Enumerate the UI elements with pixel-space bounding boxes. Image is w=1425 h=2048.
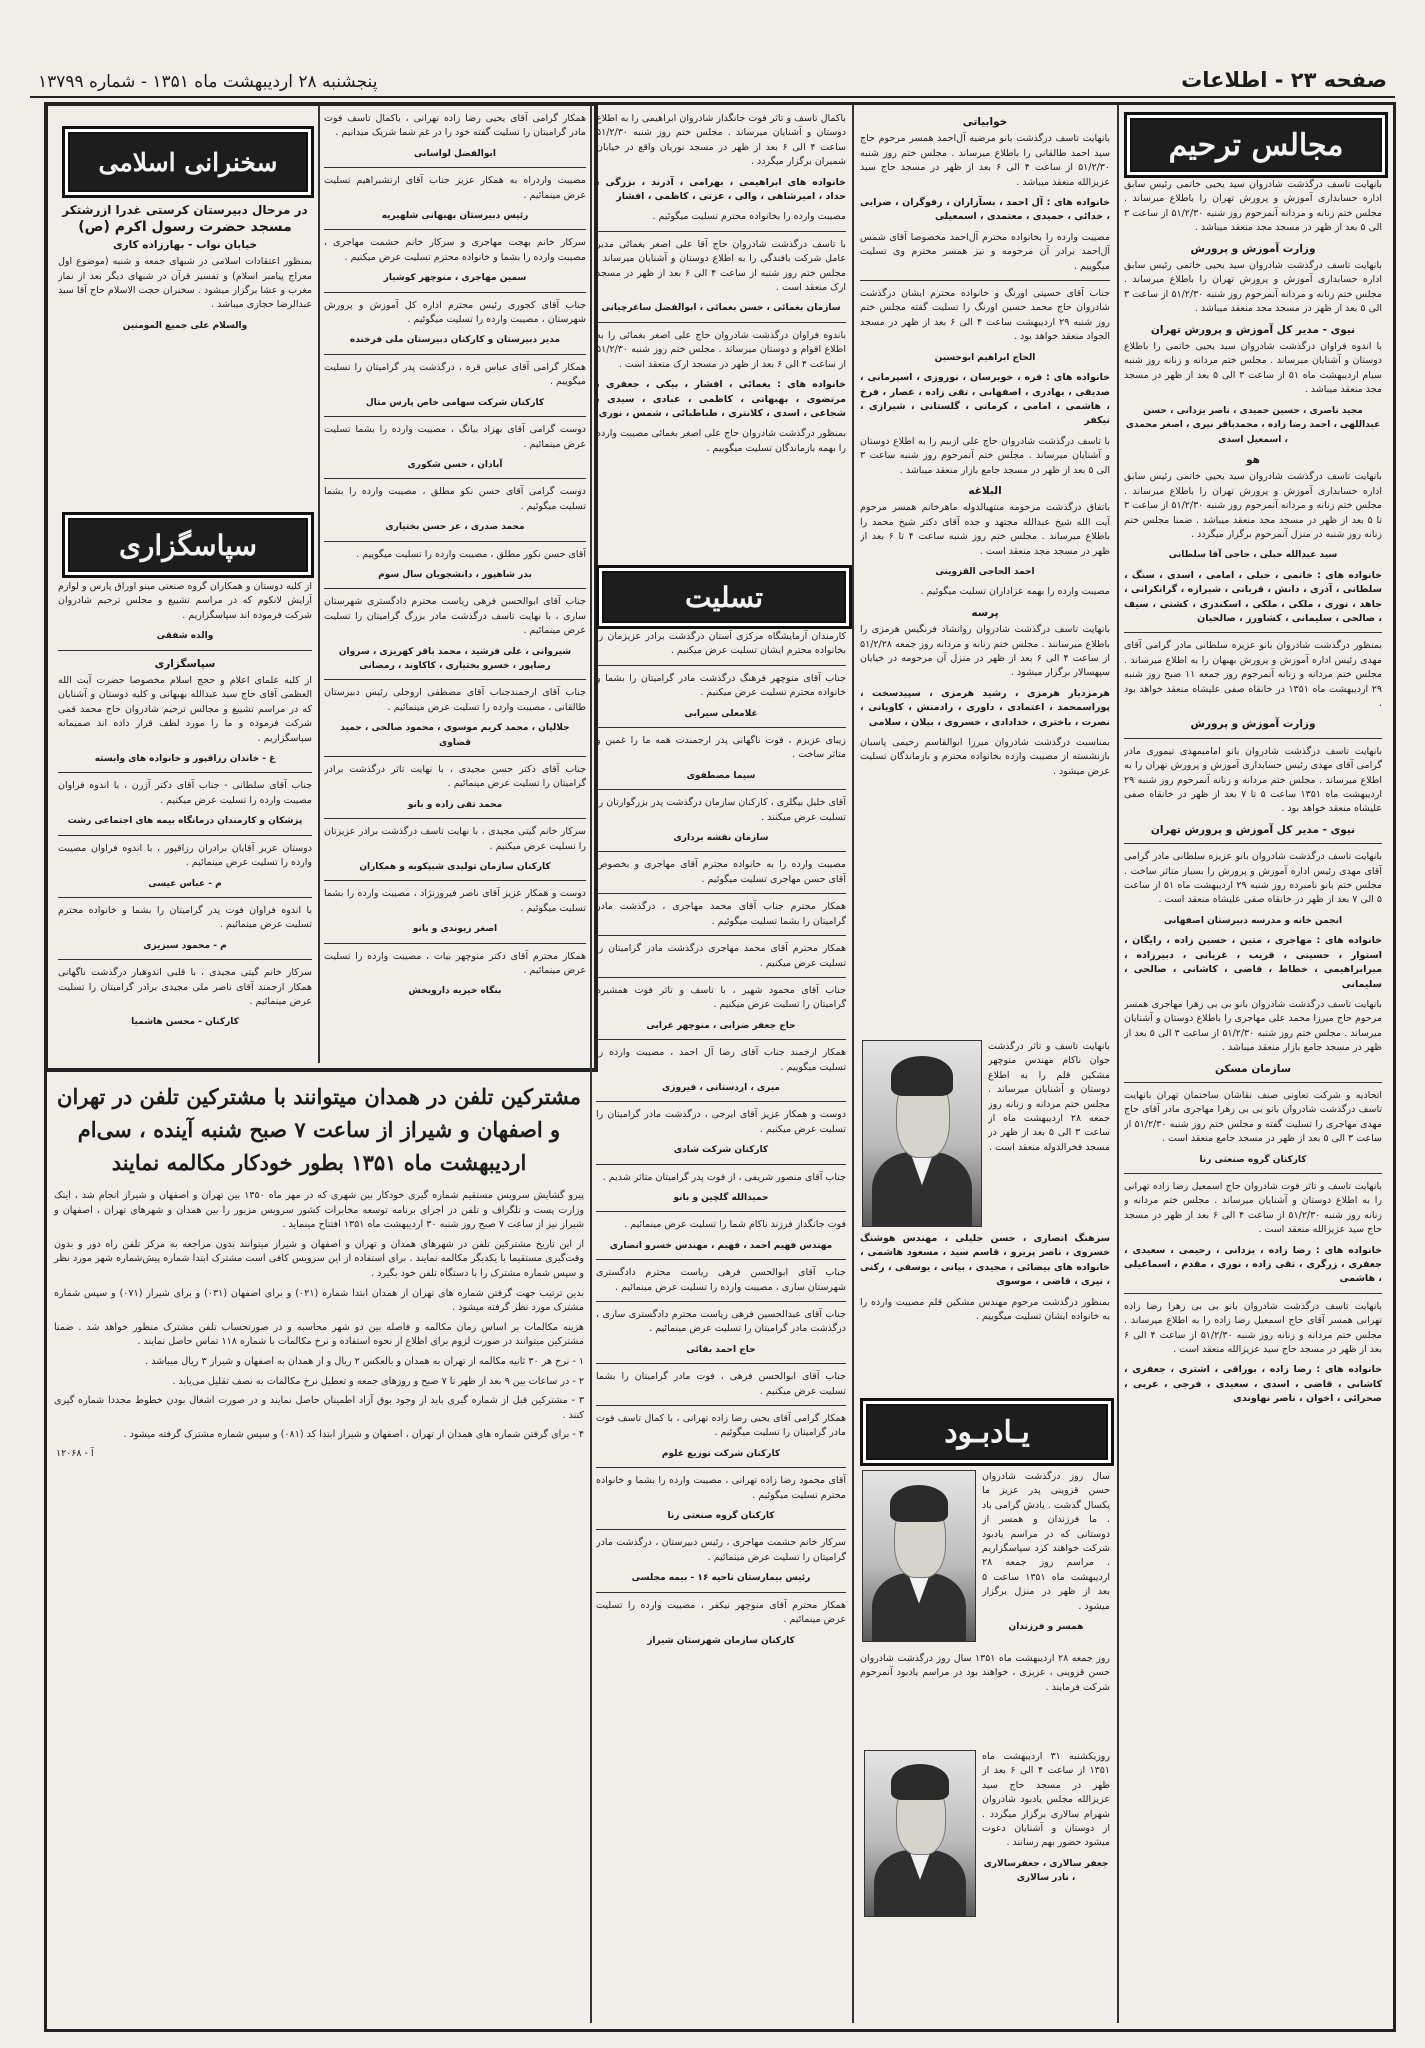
rule [58, 897, 312, 898]
notice-signature: رئیس بیمارستان ناحیه ۱۶ - بیمه مجلسی [631, 1573, 811, 1584]
rule [324, 756, 586, 757]
sokhanrani-title: سخنرانی اسلامی [68, 132, 308, 192]
rule [596, 1164, 846, 1165]
sokhanrani-title-box [62, 126, 314, 198]
notice: همکار گرامی آقای عباس قره ، درگذشت پدر گرامیتان را تسلیت میگوییم . [324, 361, 586, 388]
notice-signature: بدر شاهپور ، دانشجویان سال سوم [378, 569, 532, 580]
notice: اتحادیه و شرکت تعاونی صنف نقاشان ساختمان تهران بانهایت تاسف درگذشت شادروان بانو بی بی زهرا مهاجری مادر آقای حاج مهدی مهاجری را تسلیت گفته و مجلس ختم روز شنبه ۵۱/۲/۳۰ از ساعت ۳ الی ۵ بعد از ظهر در مسجد جامع منعقد است . [1124, 1089, 1382, 1145]
notice: دوستان عزیز آقایان برادران رزاقپور ، با اندوه فراوان مصیبت وارده را تسلیت عرض مینمائیم . [58, 842, 312, 869]
notice-signature: پزشکان و کارمندان درمانگاه بیمه های اجتماعی رشت [67, 816, 303, 827]
notice: سرکار خانم گیتی مجیدی ، با قلبی اندوهبار درگذشت ناگهانی همکار ارجمند آقای ناصر ملی مجیدی برادر گرامیتان را تسلیت عرض مینمائیم . [58, 967, 312, 1007]
notice-signature: سید عبدالله حبلی ، حاجی آقا سلطانی [1168, 550, 1338, 561]
notice: مصیبت وارده را بخانواده محترم آل‌احمد مخصوصا آقای شمس آل‌احمد برادر آن مرحومه و نیز همسر محترم وی تسلیت میگوییم . [860, 231, 1110, 272]
article-paragraph: ۱ - نرخ هر ۳۰ ثانیه مکالمه از تهران به همدان و بالعکس ۲ ریال و از همدان به اصفهان و شیراز ۳ ریال میباشد . [145, 1355, 584, 1367]
column-1 [1124, 178, 1382, 2022]
article-paragraph: از این تاریخ مشترکین تلفن در شهرهای همدان و تهران و اصفهان و شیراز میتوانند بدون مراجعه به مرکز تلفن راه دور و بدون وقت‌گیری مستقیما با یکدیگر مکالمه نمایند . برای استفاده از این سرویس کافی است مشترک ابتدا شماره پیش‌شماره شهر مورد نظر و سپس شماره مشترک را با دستگاه تلفن خود بگیرد . [54, 1238, 584, 1279]
rule [596, 1101, 846, 1102]
notice: روز جمعه ۲۸ اردیبهشت ماه ۱۳۵۱ سال روز درگذشت شادروان حسن قزوینی ، عزیزی ، خواهند بود در مراسم یادبود آنمرحوم شرکت فرمایند . [860, 1653, 1110, 1693]
majales-title: مجالس ترحیم [1130, 118, 1382, 172]
rule [324, 679, 586, 680]
tasliyat-title-box [596, 565, 852, 629]
notice-signature: شیروانی ، علی فرشید ، محمد باقر کهریزی ، سروان رضاپور ، خسرو بختیاری ، کاکاوند ، رمضانی [338, 646, 572, 671]
rule [324, 588, 586, 589]
notice: بمناسبت درگذشت شادروان میرزا ابوالقاسم رحیمی پاسبان بازنشسته از مصیبت وارده بخانواده محترم و بازماندگان تسلیت عرض میشود . [860, 737, 1110, 777]
notice: سرکار خانم بهجت مهاجری و سرکار خانم حشمت مهاجری ، مصیبت وارده را بشما و خانواده محترم تسلیت عرض میکنیم . [324, 237, 586, 263]
portrait-photo [862, 1470, 976, 1642]
notice: بانهایت تاسف درگذشت بانو مرضیه آل‌احمد همسر مرحوم حاج سید احمد طالقانی را باطلاع میرساند . مجلس ختم روز شنبه ۵۱/۲/۳۰ از ساعت ۴ الی ۶ بعد از ظهر در مسجد حاج سید عزیزالله منعقد میباشد . [860, 133, 1110, 188]
notice: جناب آقای سلطانی - جناب آقای دکتر آژرن ، با اندوه فراوان مصیبت وارده را تسلیت عرض میکنیم . [58, 780, 312, 806]
notice: دوست و همکار عزیز آقای ایرجی ، درگذشت مادر گرامیتان را تسلیت عرض میکنیم . [596, 1109, 846, 1135]
divider [318, 105, 320, 1063]
notice: خانواده های : رضا زاده ، بوراقی ، اشتری ، جعفری ، کاشانی ، قاضی ، اسدی ، سعیدی ، فرجی ، عربی ، صحرائی ، اخوان ، ناصر نهاوندی [1124, 1364, 1382, 1405]
notice: همکار محترم آقای دکتر منوچهر بیات ، مصیبت وارده را تسلیت عرض مینمائیم . [324, 950, 586, 977]
rule [1124, 1082, 1382, 1083]
notice: جناب آقای کجوری رئیس محترم اداره کل آموزش و پرورش شهرستان ، مصیبت وارده را تسلیت میگوئیم . [324, 299, 586, 326]
notice-signature: کارکنان - محسن هاشمیا [131, 1017, 239, 1028]
notice-signature: آبادان ، حسن شکوری [407, 459, 503, 470]
notice: مصیبت وارده را بخانواده محترم تسلیت میگوئیم . [652, 211, 846, 223]
notice: مصیبت واردراه به همکار عزیز جناب آقای ارتشبراهیم تسلیت عرض مینمائیم . [324, 175, 586, 201]
notice: خانواده های : رضا زاده ، یزدانی ، رحیمی ، سعیدی ، جعفری ، زرگری ، تقی زاده ، نوری ، مقدم ، اسماعیلی ، هاشمی [1124, 1244, 1382, 1285]
notice-signature: احمد الحاجی القزوینی [935, 566, 1035, 577]
notice: دوست گرامی آقای حسن نکو مطلق ، مصیبت وارده را بشما تسلیت میگوئیم . [324, 486, 586, 512]
notice: سال روز درگذشت شادروان حسن قزوینی پدر عزیز ما یکسال گذشت . یادش گرامی باد . ما فرزندان و همسر از دوستانی که در مراسم یادبود شرکت خواهند کرد سپاسگزاریم . مراسم روز جمعه ۲۸ اردیبهشت ماه ۱۳۵۱ ساعت ۵ بعد از ظهر در منزل برگزار میشود . [982, 1471, 1110, 1612]
rule [324, 416, 586, 417]
rule [324, 943, 586, 944]
notice-signature: کارکنان گروه صنعتی رنا [1199, 1154, 1307, 1165]
rule [58, 650, 312, 651]
notice-signature: کارکنان شرکت توزیع غلوم [661, 1448, 781, 1459]
rule [324, 292, 586, 293]
rule [596, 231, 846, 232]
rule [324, 354, 586, 355]
notice-heading: پرسه [971, 606, 999, 619]
rule [324, 478, 586, 479]
notice-signature: محمد تقی زاده و بانو [407, 799, 503, 810]
notice: جناب آقای ابوالحسن فرهی ریاست محترم دادگستری شهرستان ساری ، مصیبت وارده را تسلیت عرض مینمائیم . [596, 1267, 846, 1293]
rule [58, 959, 312, 960]
photo-text-2 [982, 1470, 1110, 1650]
rule [1124, 738, 1382, 739]
article-code: آ - ۱۲۰۶۸ [56, 1447, 94, 1459]
notice: باکمال تاسف و تاثر فوت جانگداز شادروان ابراهیمی را به اطلاع دوستان و آشنایان میرساند . مجلس ختم روز شنبه ۵۱/۲/۳۰ ساعت ۴ الی ۶ بعد از ظهر در مسجد نوریان واقع در خیابان شمیران برگزار میگردد . [596, 113, 846, 168]
article-paragraph: هزینه مکالمات بر اساس زمان مکالمه و فاصله بین دو شهر محاسبه و در صورتحساب تلفن مشترک منظور خواهد شد . ضمنا مشترکین میتوانند در صورت لزوم برای اطلاع از نحوه استفاده و نرخ مکالمات با شماره ۱۱۸ تماس حاصل نمایند . [54, 1321, 584, 1348]
rule [596, 1529, 846, 1530]
column-2-lower [860, 1232, 1110, 1390]
rule [596, 1467, 846, 1468]
rule [324, 880, 586, 881]
rule [1124, 1173, 1382, 1174]
notice-signature: سازمان نقشه برداری [673, 833, 769, 844]
rule [596, 1039, 846, 1040]
notice-heading: در مرحال دبیرستان کرستی غدرا ازرشتکر [62, 203, 308, 217]
column-4 [324, 112, 586, 1057]
rule [596, 1259, 846, 1260]
sepasgozari-title-box [62, 512, 314, 578]
notice-signature: جلالیان ، محمد کریم موسوی ، محمود صالحی ، حمید قضاوی [340, 723, 570, 748]
notice: کارمندان آزمایشگاه مرکزی آستان درگذشت برادر عزیزمان را بخانواده محترم ایشان تسلیت عرض میکنیم . [596, 631, 846, 657]
notice-signature: همسر و فرزندان [1008, 1622, 1084, 1633]
notice: جناب آقای ابوالحسن فرهی ، فوت مادر گرامیتان را بشما تسلیت عرض میکنیم . [596, 1371, 846, 1397]
notice-signature: مجید ناصری ، حسین حمیدی ، ناصر یزدانی ، حسن عبداللهی ، احمد رضا زاده ، محمدباقر نیری ، اصغر محمدی ، اسمعیل اسدی [1125, 405, 1381, 445]
issue-date: پنجشنبه ۲۸ اردیبهشت ماه ۱۳۵۱ - شماره ۱۳۷۹۹ [38, 72, 378, 92]
rule [596, 1405, 846, 1406]
notice: همکار گرامی آقای یحیی رضا زاده تهرانی ، باکمال تاسف فوت مادر گرامیتان را تسلیت گفته خود را در غم شما شریک میدانیم . [324, 113, 586, 139]
notice: با اندوه فراوان فوت پدر گرامیتان را بشما و خانواده محترم تسلیت عرض مینمائیم . [58, 904, 312, 931]
notice: بانهایت تاسف و تاثر درگذشت جوان ناکام مهندس منوچهر مشکین قلم را به اطلاع دوستان و آشنایان میرساند . مجلس ختم مردانه و زنانه روز جمعه ۲۸ اردیبهشت ماه از ساعت ۳ الی ۵ بعد از ظهر در مسجد فخرالدوله منعقد است . [988, 1041, 1110, 1153]
rule [596, 1301, 846, 1302]
notice-heading: نیوی - مدیر کل آموزش و پرورش تهران [1150, 323, 1356, 336]
notice-signature: غ - خاندان رزاقپور و خانواده های وابسته [94, 754, 276, 765]
notice: جناب آقای عبدالحسین فرهی ریاست محترم دادگستری ساری ، درگذشت مادر گرامیتان را تسلیت عرض مینمائیم . [596, 1309, 846, 1335]
yadbud-title: یـادبـود [866, 1404, 1108, 1460]
notice-signature: کارکنان گروه صنعتی رنا [667, 1511, 775, 1522]
notice: مصیبت وارده را به خانواده محترم آقای مهاجری و بخصوص آقای حسن مهاجری تسلیت میگوئیم . [596, 859, 846, 885]
notice: آقای خلیل بیگلری ، کارکنان سازمان درگذشت پدر بزرگوارتان را تسلیت عرض میکنند . [596, 797, 846, 823]
notice: خانواده های : بغمائی ، افشار ، بیکی ، جعفری ، مرتضوی ، بهبهانی ، کاظمی ، عبادی ، سیدی ، شجاعی ، اسدی ، کلانتری ، طباطبائی ، شمس ، نوری [596, 379, 846, 419]
notice-signature: ميرى ، اردستانى ، فيروزى [662, 1082, 780, 1093]
rule [596, 893, 846, 894]
notice: جناب آقای محمود شهیر ، با تاسف و تاثر فوت همشیره گرامیتان را تسلیت عرض میکنیم . [596, 984, 846, 1011]
rule [1124, 843, 1382, 844]
page-header [30, 58, 1395, 98]
notice: همکار محترم جناب آقای محمد مهاجری ، درگذشت مادر گرامیتان را بشما تسلیت میگوئیم . [596, 901, 846, 927]
notice: آقای حسن نکور مطلق ، مصیبت وارده را تسلیت میگوییم . [356, 548, 586, 560]
notice-heading: وزارت آموزش و پرورش [1190, 718, 1316, 731]
rule [1124, 632, 1382, 633]
rule [596, 665, 846, 666]
rule [596, 727, 846, 728]
article-body [44, 1189, 594, 1448]
notice: باتفاق درگذشت مرحومه منتهیالدوله ماهرخانم همسر مرحوم آیت الله شیخ عبدالله مجتهد و جده آقای دکتر شیخ محمد را باطلاع میرساند . مجلس ختم روز شنبه ساعت ۴ تا ۶ بعد از ظهر در مسجد مجد منعقد است . [860, 502, 1110, 557]
notice: بانهایت تاسف درگذشت شادروان سید یحیی خاتمی رئیس سابق اداره حسابداری آموزش و پرورش تهران را باطلاع میرساند . مجلس ختم زنانه و مردانه آنمرحوم روز شنبه ۵۱/۲/۳۰ از ساعت ۳ تا ۵ بعد از ظهر در مسجد مجد منعقد میباشد . ضمنا مجلس ختم زنانه روز شنبه در منزل آنمرحوم برگزار میگردد . [1124, 471, 1382, 540]
column-2 [860, 112, 1110, 1032]
notice-heading: هو [1246, 453, 1260, 466]
page-number: صفحه ۲۳ - اطلاعات [1181, 68, 1387, 92]
notice-signature: کارکنان سازمان تولیدی شیپکوبه و همکاران [359, 862, 551, 873]
notice: جناب آقای ارجمندجناب آقای مصطفی اروجلی رئیس دبیرستان طالقانی ، مصیبت وارده را تسلیت عرض مینمائیم . [324, 687, 586, 713]
column-5-top [58, 200, 312, 512]
notice: خانواده های : آل احمد ، بسآزاران ، رفوگران ، ضرابی ، خدائی ، حمیدی ، معتمدی ، اسمعیلی [860, 197, 1110, 223]
notice-signature: محمد صدری ، عز حسن بختیاری [385, 522, 525, 533]
notice: روزیکشنبه ۳۱ اردیبهشت ماه ۱۳۵۱ از ساعت ۴ الی ۶ بعد از ظهر در مسجد حاج سید عزیزالله مجلس یادبود شادروان شهرام سالاری برگزار میگردد . از دوستان و آشنایان دعوت میشود حضور بهم رسانند . [982, 1751, 1110, 1849]
notice: خانواده های ابراهیمی ، بهرامی ، آذرند ، بزرگی ، حداد ، امیرشاهی ، والی ، عزتی ، کاظمی ، افشار [596, 176, 846, 203]
column-5-bottom [58, 580, 312, 1058]
rule [596, 1211, 846, 1212]
column-3-top [596, 112, 846, 562]
notice: با تاسف درگذشت شادروان حاج آقا علی اصغر بغمائی مدیر عامل شرکت بافندگی را به اطلاع دوستان و آشنایان میرساند . مجلس ختم روز شنبه از ساعت ۴ الی ۶ بعد از ظهر در مسجد ارک منعقد است . [596, 238, 846, 294]
notice: آقای محمود رضا زاده تهرانی ، مصیبت وارده را بشما و خانواده محترم تسلیت میگوئیم . [596, 1475, 846, 1501]
article-paragraph: ۴ - برای گرفتن شماره های همدان از تهران ، اصفهان و شیراز ابتدا کد (۰۸۱) و سپس شماره مشترک گرفته میشود . [123, 1429, 584, 1441]
notice-signature: حاج جعفر ضرابی ، منوچهر غرابی [646, 1020, 796, 1031]
notice: خانواده های : فره ، خوبرسان ، نوروزی ، اسپرمانی ، صدیقی ، بهادری ، اصفهانی ، تقی زاده ، عصار ، فرخ ، هاشمی ، امامی ، کرمانی ، گلستانی ، شیرازی ، نیکفر [860, 372, 1110, 427]
yadbud-title-box [860, 1398, 1114, 1466]
rule [596, 1592, 846, 1593]
notice: بانهایت تاسف درگذشت شادروان سید یحیی خاتمی رئیس سابق اداره حسابداری آموزش و پرورش تهران را باطلاع میرساند . مجلس ختم زنانه و مردانه آنمرحوم روز شنبه ۵۱/۲/۳۰ از ساعت ۳ الی ۵ بعد از ظهر در مسجد مجد منعقد میباشد . [1124, 179, 1382, 234]
rule [1124, 1293, 1382, 1294]
notice-signature: غلامعلی سیرابی [684, 708, 758, 719]
notice: باندوه فراوان درگذشت شادروان حاج علی اصغر بغمائی را به اطلاع اقوام و دوستان میرساند . مجلس ختم روز شنبه ۵۱/۲/۳۰ از ساعت ۴ الی ۶ بعد از ظهر در مسجد ارک منعقد است . [596, 329, 846, 370]
notice-signature: کارکنان شرکت شادی [673, 1145, 769, 1156]
notice: بمنظور درگذشت شادروان بانو عزیزه سلطانی مادر گرامی آقای مهدی رئیس اداره آموزش و پرورش بهبهان را به اطلاع میرساند . مجلس ختم مردانه و زنانه آنمرحوم روز جمعه ۱۱ صبح روز شنبه ۲۹ اردیبهشت ماه ۱۳۵۱ در خانقاه صفی علیشاه منعقد خواهد بود . [1124, 640, 1382, 709]
notice-heading: وزارت آموزش و پرورش [1190, 242, 1316, 255]
notice: بانهایت تاسف درگذشت شادروان بانو امامیمهدی تیموری مادر گرامی آقای مهدی رئیس حسابداری آموزش و پرورش تهران را به اطلاع میرساند . مجلس ختم مردانه و زنانه آنمرحوم روز شنبه ۲۹ اردیبهشت ماه ۱۳۵۱ ساعت ۵ تا ۷ بعد از ظهر در خانقاه صفی علیشاه منعقد خواهد بود . [1124, 745, 1382, 815]
photo-text-1 [988, 1040, 1110, 1230]
notice-signature: اصغر زیوندی و بانو [412, 924, 498, 935]
rule [596, 851, 846, 852]
notice: همکار محترم آقای منوچهر نیکفر ، مصیبت وارده را تسلیت عرض مینمائیم . [596, 1599, 846, 1626]
notice: بانهایت تاسف درگذشت شادروان بانو بی بی زهرا مهاجری همسر مرحوم حاج میرزا محمد علی مهاجری را باطلاع دوستان و آشنایان میرساند . مجلس ختم روز شنبه ۵۱/۲/۳۰ از ساعت ۳ الی ۵ بعد از ظهر در مسجد جامع بازار منعقد میباشد . [1124, 998, 1382, 1054]
notice-heading: نیوی - مدیر کل آموزش و پرورش تهران [1150, 823, 1356, 836]
rule [324, 229, 586, 230]
notice: جناب آقای دکتر حسن مجیدی ، با نهایت تاثر درگذشت برادر گرامیتان را تسلیت عرض مینمائیم . [324, 764, 586, 790]
notice-heading: سازمان مسکن [1214, 1062, 1292, 1075]
notice: بانهایت تاسف درگذشت شادروان بانو بی بی زهرا رضا زاده تهرانی همسر آقای حاج اسمعیل رضا زاده را به اطلاع میرساند . مجلس ختم مردانه و زنانه روز شنبه ۵۱/۲/۳۰ از ساعت ۴ الی ۶ بعد از ظهر در مسجد حاج سید عزیزالله منعقد است . [1124, 1300, 1382, 1356]
article-paragraph: ۳ - مشترکین قبل از شماره گیری باید از وجود بوق آزاد اطمینان حاصل نمایند و در صورت اشغال بودن خطوط مجددا شماره گیری کنند . [54, 1395, 584, 1421]
divider [1117, 105, 1119, 2023]
divider [852, 105, 854, 2023]
rule [596, 789, 846, 790]
notice: با تاسف درگذشت شادروان حاج علی ازبیم را به اطلاع دوستان و آشنایان میرساند . مجلس ختم آنمرحوم روز شنبه ساعت ۳ الی ۵ بعد از ظهر در مسجد جامع بازار منعقد میباشد . [860, 435, 1110, 476]
notice: مصیبت وارده را بهمه عزاداران تسلیت میگوئیم . [920, 586, 1110, 598]
notice: همکار محترم آقای محمد مهاجری درگذشت مادر گرامیتان را تسلیت عرض میکنیم . [596, 943, 846, 969]
notice: فوت جانگداز فرزند ناکام شما را تسلیت عرض مینمائیم . [624, 1219, 846, 1231]
photo-text-3 [982, 1750, 1110, 2018]
notice: بانهایت تاسف و تاثر فوت شادروان حاج اسمعیل رضا زاده تهرانی را به اطلاع دوستان و آشنایان میرساند . مجلس ختم مردانه و زنانه روز شنبه ۵۱/۲/۳۰ از ساعت ۴ الی ۶ بعد از ظهر در مسجد حاج سید عزیزالله منعقد است . [1124, 1180, 1382, 1236]
notice: دوست گرامی آقای بهزاد بیانگ ، مصیبت وارده را بشما تسلیت عرض مینمائیم . [324, 424, 586, 450]
notice: جناب آقای حسینی اورنگ و خانواده محترم ایشان درگذشت شادروان حاج محمد حسین اورنگ را تسلیت گفته مجلس ختم روز شنبه ۲۹ اردیبهشت ساعت ۴ الی ۶ بعد از ظهر در مسجد الجواد منعقد خواهد بود . [860, 288, 1110, 343]
rule [324, 818, 586, 819]
rule [324, 541, 586, 542]
rule [596, 322, 846, 323]
notice-signature: حاج احمد بقائی [686, 1344, 756, 1355]
notice: سرکار خانم گیتی مجیدی ، با نهایت تاسف درگذشت برادر عزیزتان را تسلیت عرض میکنیم . [324, 826, 586, 852]
notice-signature: م - محمود سبزیزی [143, 940, 227, 951]
notice-signature: مهندس فهیم احمد ، فهیم ، مهندس خسرو انصاری [609, 1240, 833, 1251]
rule [596, 977, 846, 978]
notice-signature: م - عباس عیسی [148, 878, 222, 889]
notice-heading: البلاغه [968, 484, 1002, 497]
notice: از کلیه علمای اعلام و حجج اسلام مخصوصا حضرت آیت الله العظمی آقای حاج سید عبدالله بهبهانی و کلیه دوستان و آشنایان که در مراسم تشییع و مجالس ترحیم شادروان حاج محمد قمی شرکت فرموده و ما را مورد لطف قرار داده اند صمیمانه سپاسگزاریم . [58, 675, 312, 744]
article-paragraph: بدین ترتیب جهت گرفتن شماره های تهران از همدان ابتدا شماره (۰۲۱) و برای اصفهان (۰۳۱) و برای شیراز (۰۷۱) و سپس شماره مشترک مورد نظر گرفته میشود . [54, 1287, 585, 1314]
notice: همکار گرامی آقای یحیی رضا زاده تهرانی ، با کمال تاسف فوت مادر گرامیتان را تسلیت میگوئیم . [596, 1413, 846, 1439]
rule [58, 772, 312, 773]
notice-signature: کارکنان شرکت سهامی خاص پارس متال [365, 397, 545, 408]
notice-signature: رئیس دبیرستان بهبهانی شلهیریه [381, 211, 529, 222]
notice: بانهایت تاسف درگذشت شادروان بانو عزیزه سلطانی مادر گرامی آقای مهدی رئیس اداره آموزش و پرورش را بسیار متاثر ساخت . مجلس ختم بانو نامبرده روز شنبه ۲۹ اردیبهشت ماه ۵۱ از ساعت ۵ الی ۷ بعد از ظهر در خانقاه صفی علیشاه منعقد است . [1124, 851, 1382, 906]
article-headline: مشترکین تلفن در همدان میتوانند با مشترکین تلفن در تهران و اصفهان و شیراز از ساعت ۷ صبح شنبه آینده ، سی‌ام اردیبهشت ماه ۱۳۵۱ بطور خودکار مکالمه نمایند [57, 1084, 581, 1175]
article-paragraph: ۲ - در ساعات بین ۹ بعد از ظهر تا ۷ صبح و روزهای جمعه و تعطیل نرخ مکالمات به نصف تقلیل می‌یابد . [172, 1375, 584, 1387]
notice: خانواده های : خاتمی ، حبلی ، امامی ، اسدی ، سنگ ، سلطانی ، آذری ، دانش ، قربانی ، شیرازه ، گرانکرانی ، جاهد ، نوری ، ملکی ، ملکی ، اسکندری ، کشتی ، سیف ، صالحی ، سلیمانی ، کشاورز ، صالحیان [1124, 569, 1382, 624]
notice-signature: انجمن خانه و مدرسه دبیرستان اصفهانی [1163, 915, 1343, 926]
notice: سرکار خانم حشمت مهاجری ، رئیس دبیرستان ، درگذشت مادر گرامیتان را تسلیت عرض مینمائیم . [596, 1537, 846, 1563]
rule [596, 1363, 846, 1364]
rule [596, 935, 846, 936]
notice-heading: مسجد حضرت رسول اکرم (ص) [78, 219, 292, 236]
tasliyat-title: تسلیت [602, 571, 846, 623]
notice: بمنظور اعتقادات اسلامی در شبهای جمعه و شنبه (موضوع اول معراج پیامبر اسلام) و تفسیر قرآن در شبهای دیگر بعد از نماز مغرب و عشا برگزار میشود . سخنران حجت الاسلام حاج آقا سید عبدالرضا حجازی میباشد . [58, 256, 312, 311]
notice: بمنظور درگذشت مرحوم مهندس مشکین قلم مصیبت وارده را به خانواده ایشان تسلیت میگوییم . [860, 1296, 1110, 1323]
telephone-article [44, 1068, 594, 2028]
notice: از کلیه دوستان و همکاران گروه صنعتی مینو اوراق پارس و لوازم آرایش لانکوم که در مراسم تشییع و مجلس ترحیم شادروان شرکت فرموده اند سپاسگزاریم . [58, 581, 312, 621]
column-3-bottom [596, 630, 846, 2022]
notice: سرهنگ انصاری ، حسن جلیلی ، مهندس هوشنگ خسروی ، ناصر پریرو ، قاسم سید ، مسعود هاشمی ، خانواده های بیضائی ، مجیدی ، بیانی ، یوسفی ، رکنی ، نیری ، قاضی ، موسوی [860, 1233, 1110, 1288]
notice-signature: سیما مصطفوی [686, 770, 756, 781]
notice: جناب آقای ابوالحسن فرهی ریاست محترم دادگستری شهرستان ساری ، با نهایت تاسف درگذشت مادر بزرگ گرامیتان را تسلیت عرض مینمائیم . [324, 596, 586, 637]
notice: بانهایت تاسف درگذشت شادروان روانشاد فرنگیس هرمزی را باطلاع میرسانند . مجلس ختم زنانه و مردانه روز جمعه ۵۱/۲/۲۸ از ساعت ۴ الی ۶ بعد از ظهر در منزل آن مرحومه در خیابان سپهسالار برگزار میشود . [860, 624, 1110, 679]
notice-heading: سپاسگزاری [154, 657, 216, 670]
notice-heading: خیابان نواب - بهارزاده کاری [112, 238, 258, 251]
notice-signature: والده شفقی [156, 631, 214, 642]
notice: خانواده های : مهاجری ، متین ، حسین زاده ، رایگان ، استوار ، حسینی ، قریب ، غربانی ، دبیرزاده ، میرابراهیمی ، خطاط ، قاضی ، کاشانی ، صالحی ، سلیمانی [1124, 935, 1382, 990]
portrait-photo [864, 1750, 976, 1917]
notice-signature: مدیر دبیرستان و کارکنان دبیرستان ملی فرخنده [349, 335, 561, 346]
notice-heading: خوابیاتی [962, 116, 1008, 128]
notice: زیبای عزیزم ، فوت ناگهانی پدر ارجمندت همه ما را غمین و متاثر ساخت . [596, 735, 846, 761]
notice-signature: کارکنان سازمان شهرستان شیراز [647, 1635, 795, 1646]
notice: بمنظور درگذشت شادروان حاج علی اصغر بغمائی مصیبت وارده را بهمه بازماندگان تسلیت میگوییم . [596, 428, 846, 454]
notice-signature: بنگاه خیریه داروبخش [408, 986, 502, 997]
notice: بانهایت تاسف درگذشت شادروان سید یحیی خاتمی رئیس سابق اداره حسابداری آموزش و پرورش تهران را باطلاع میرساند . مجلس ختم زنانه و مردانه آنمرحوم روز شنبه ۵۱/۲/۳۰ از ساعت ۳ الی ۵ بعد از ظهر در مسجد مجد منعقد میباشد . [1124, 260, 1382, 315]
article-paragraph: پیرو گشایش سرویس مستقیم شماره گیری خودکار بین شهری که در مهر ماه ۱۳۵۰ بین تهران و اصفهان و شیراز انجام شد ، اینک وزارت پست و تلگراف و تلفن در اجرای برنامه توسعه مخابرات کشور سرویس مزبور را بین همدان و شهرهای تهران ، اصفهان و شیراز نیز از ساعت ۷ صبح روز شنبه ۳۰ اردیبهشت ماه ۱۳۵۱ افتتاح مینماید . [54, 1190, 585, 1231]
notice-signature: ابوالفضل لواسانی [414, 148, 496, 159]
notice: جناب آقای منصور شریفی ، از فوت پدر گرامیتان متاثر شدیم . [602, 1171, 846, 1183]
sepasgozari-title: سپاسگزاری [68, 518, 308, 572]
notice: با اندوه فراوان درگذشت شادروان سید یحیی خاتمی را باطلاع دوستان و آشنایان میرساند . مجلس ختم مردانه و زنانه روز شنبه سیام اردیبهشت ماه ۵۱ از ساعت ۳ الی ۵ بعد از ظهر در مسجد مجد منعقد میباشد . [1124, 341, 1382, 396]
column-2-lower-2 [860, 1652, 1110, 1742]
notice: دوست و همکار عزیز آقای ناصر فیروزنژاد ، مصیبت وارده را بشما تسلیت میگوئیم . [324, 888, 586, 914]
rule [324, 167, 586, 168]
notice-signature: والسلام علی جمیع المومنین [122, 320, 248, 331]
notice-signature: سازمان بغمائی ، حسن بغمائی ، ابوالفضل ساغرچیانی [601, 303, 841, 314]
notice-signature: سمین مهاجری ، منوچهر کوشیار [383, 273, 527, 284]
notice-signature: جعفر سالاری ، جعفرسالاری ، نادر سالاری [983, 1858, 1109, 1884]
notice: همکار ارجمند جناب آقای رضا آل احمد ، مصیبت وارده را تسلیت میگوییم . [596, 1047, 846, 1073]
majales-title-box [1124, 112, 1388, 178]
notice: هرمزدیار هرمزی ، رشید هرمزی ، سپیدسخت ، پوراسمحمد ، اعتمادی ، داوری ، رادمنش ، کاویانی ، نصرت ، باختری ، خدادادی ، خسروی ، بیلان ، سلامی [860, 687, 1110, 728]
rule [860, 280, 1110, 281]
notice-signature: حمیدالله گلچین و بانو [673, 1192, 769, 1203]
notice: جناب آقای منوچهر فرهنگ درگذشت مادر گرامیتان را بشما و خانواده محترم تسلیت عرض میکنیم . [596, 672, 846, 699]
portrait-photo [862, 1040, 982, 1227]
notice-signature: الحاج ابراهیم ابوحسین [934, 352, 1036, 363]
rule [58, 835, 312, 836]
